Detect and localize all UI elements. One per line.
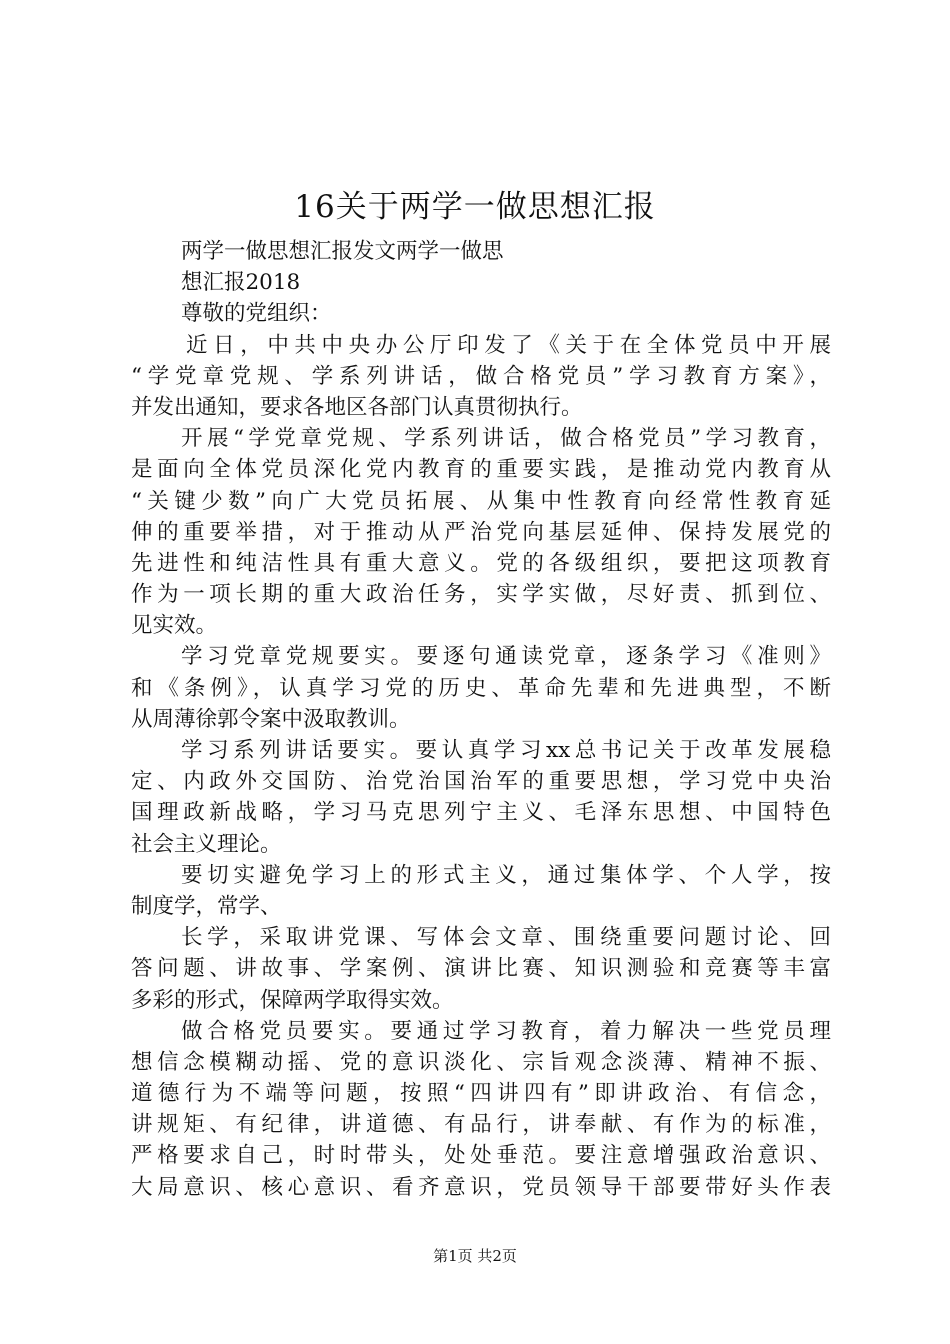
body-line: 想信念模糊动摇、党的意识淡化、宗旨观念淡薄、精神不振、: [131, 1049, 831, 1075]
document-body: [131, 236, 831, 1203]
body-line: 并发出通知，要求各地区各部门认真贯彻执行。: [131, 394, 583, 420]
body-line: 近日，中共中央办公厅印发了《关于在全体党员中开展: [186, 332, 831, 358]
body-line: 和《条例》，认真学习党的历史、革命先辈和先进典型，不断: [131, 675, 831, 701]
body-line: 伸的重要举措，对于推动从严治党向基层延伸、保持发展党的: [131, 519, 831, 545]
body-line: 两学一做思想汇报发文两学一做思: [181, 239, 504, 264]
body-line: 先进性和纯洁性具有重大意义。党的各级组织，要把这项教育: [131, 550, 831, 576]
body-line: 做合格党员要实。要通过学习教育，着力解决一些党员理: [181, 1018, 831, 1044]
body-line: 长学，采取讲党课、写体会文章、围绕重要问题讨论、回: [181, 925, 831, 951]
body-line: 道德行为不端等问题，按照“四讲四有”即讲政治、有信念，: [131, 1081, 831, 1107]
body-line: 答问题、讲故事、学案例、演讲比赛、知识测验和竞赛等丰富: [131, 956, 831, 982]
body-line: “学党章党规、学系列讲话，做合格党员”学习教育方案》，: [131, 363, 831, 389]
body-line: 从周薄徐郭令案中汲取教训。: [131, 706, 411, 732]
page-footer: 第1页 共2页: [433, 1247, 517, 1265]
body-line: 学习系列讲话要实。要认真学习xx总书记关于改革发展稳: [181, 738, 831, 763]
body-line: 学习党章党规要实。要逐句通读党章，逐条学习《准则》: [181, 644, 831, 670]
body-line: 讲规矩、有纪律，讲道德、有品行，讲奉献、有作为的标准，: [131, 1112, 831, 1138]
body-line: 严格要求自己，时时带头，处处垂范。要注意增强政治意识、: [131, 1143, 831, 1169]
body-line: 定、内政外交国防、治党治国治军的重要思想，学习党中央治: [131, 769, 831, 795]
document-title: 16关于两学一做思想汇报: [294, 189, 656, 225]
body-line: 尊敬的党组织：: [181, 301, 332, 327]
body-line: 国理政新战略，学习马克思列宁主义、毛泽东思想、中国特色: [131, 800, 831, 826]
body-line: 想汇报2018: [181, 270, 301, 296]
body-line: 见实效。: [131, 613, 218, 639]
body-line: 大局意识、核心意识、看齐意识，党员领导干部要带好头作表: [131, 1174, 831, 1200]
body-line: 社会主义理论。: [131, 831, 282, 857]
body-line: “关键少数”向广大党员拓展、从集中性教育向经常性教育延: [131, 488, 831, 514]
body-line: 多彩的形式，保障两学取得实效。: [131, 987, 454, 1013]
body-line: 作为一项长期的重大政治任务，实学实做，尽好责、抓到位、: [131, 582, 831, 608]
body-line: 要切实避免学习上的形式主义，通过集体学、个人学，按: [181, 862, 831, 888]
body-line: 制度学，常学、: [131, 893, 282, 919]
body-line: 开展“学党章党规、学系列讲话，做合格党员”学习教育，: [181, 426, 831, 452]
body-line: 是面向全体党员深化党内教育的重要实践，是推动党内教育从: [131, 457, 831, 483]
